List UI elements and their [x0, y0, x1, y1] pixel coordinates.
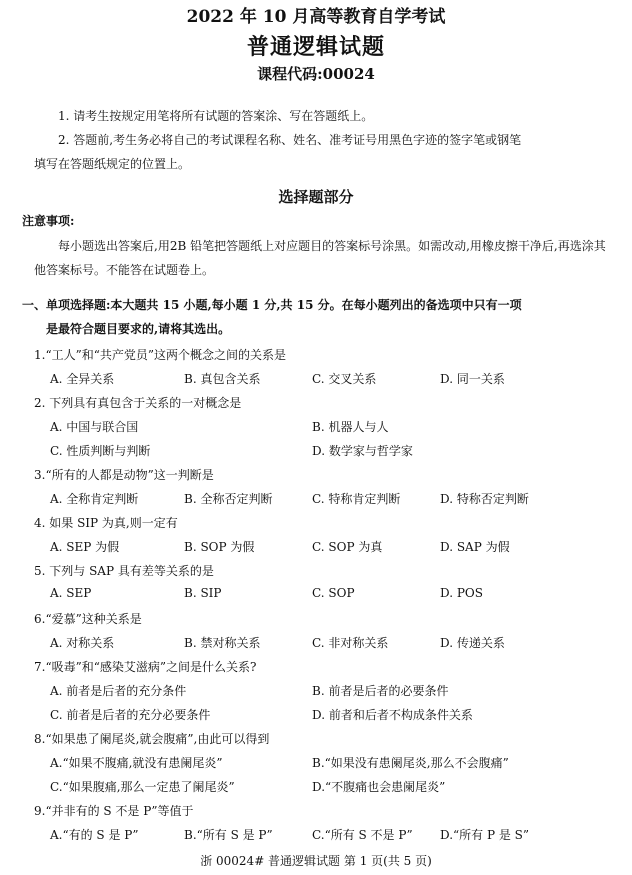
q5-option-c: C. SOP: [312, 586, 355, 600]
question-2: 2. 下列具有真包含于关系的一对概念是: [34, 396, 242, 410]
question-9: 9.“并非有的 S 不是 P”等值于: [34, 804, 194, 818]
q9-option-b: B.“所有 S 是 P”: [184, 828, 273, 842]
q8-option-b: B.“如果没有患阑尾炎,那么不会腹痛”: [312, 756, 509, 770]
q8-option-a: A.“如果不腹痛,就没有患阑尾炎”: [50, 756, 223, 770]
q9-option-c: C.“所有 S 不是 P”: [312, 828, 413, 842]
q5-option-d: D. POS: [440, 586, 483, 600]
q1-option-b: B. 真包含关系: [184, 372, 261, 386]
q6-option-d: D. 传递关系: [440, 636, 505, 650]
part-one-heading-cont: 是最符合题目要求的,请将其选出。: [46, 322, 231, 336]
q3-option-b: B. 全称否定判断: [184, 492, 273, 506]
subject-title: 普通逻辑试题: [246, 34, 385, 60]
q4-option-c: C. SOP 为真: [312, 540, 383, 554]
instruction-2: 2. 答题前,考生务必将自己的考试课程名称、姓名、准考证号用黑色字迹的签字笔或钢笔: [58, 133, 522, 147]
q7-option-d: D. 前者和后者不构成条件关系: [312, 708, 473, 722]
part-one-heading: 一、单项选择题:本大题共 15 小题,每小题 1 分,共 15 分。在每小题列出的备选项中只有一项: [22, 298, 522, 312]
question-3: 3.“所有的人都是动物”这一判断是: [34, 468, 214, 482]
q5-option-a: A. SEP: [50, 586, 92, 600]
q1-option-d: D. 同一关系: [440, 372, 505, 386]
instruction-2-cont: 填写在答题纸规定的位置上。: [34, 157, 191, 171]
question-6: 6.“爱慕”这种关系是: [34, 612, 142, 626]
q6-option-c: C. 非对称关系: [312, 636, 389, 650]
q1-option-a: A. 全异关系: [50, 372, 115, 386]
question-4: 4. 如果 SIP 为真,则一定有: [34, 516, 178, 530]
q6-option-a: A. 对称关系: [50, 636, 115, 650]
question-8: 8.“如果患了阑尾炎,就会腹痛”,由此可以得到: [34, 732, 270, 746]
exam-title: 2022 年 10 月高等教育自学考试: [186, 7, 446, 27]
q4-option-a: A. SEP 为假: [50, 540, 120, 554]
q7-option-c: C. 前者是后者的充分必要条件: [50, 708, 211, 722]
q2-option-b: B. 机器人与人: [312, 420, 389, 434]
q6-option-b: B. 禁对称关系: [184, 636, 261, 650]
q7-option-a: A. 前者是后者的充分条件: [50, 684, 187, 698]
q9-option-a: A.“有的 S 是 P”: [50, 828, 139, 842]
q8-option-c: C.“如果腹痛,那么一定患了阑尾炎”: [50, 780, 235, 794]
section-title: 选择题部分: [278, 188, 354, 206]
q5-option-b: B. SIP: [184, 586, 222, 600]
page-footer: 浙 00024# 普通逻辑试题 第 1 页(共 5 页): [200, 854, 432, 868]
question-5: 5. 下列与 SAP 具有差等关系的是: [34, 564, 214, 578]
q9-option-d: D.“所有 P 是 S”: [440, 828, 530, 842]
q4-option-b: B. SOP 为假: [184, 540, 255, 554]
q2-option-c: C. 性质判断与判断: [50, 444, 151, 458]
q3-option-c: C. 特称肯定判断: [312, 492, 401, 506]
question-1: 1.“工人”和“共产党员”这两个概念之间的关系是: [34, 348, 286, 362]
q3-option-a: A. 全称肯定判断: [50, 492, 139, 506]
question-7: 7.“吸毒”和“感染艾滋病”之间是什么关系?: [34, 660, 257, 674]
q2-option-d: D. 数学家与哲学家: [312, 444, 413, 458]
notes-heading: 注意事项:: [22, 214, 75, 228]
q2-option-a: A. 中国与联合国: [50, 420, 139, 434]
instruction-1: 1. 请考生按规定用笔将所有试题的答案涂、写在答题纸上。: [58, 109, 374, 123]
q4-option-d: D. SAP 为假: [440, 540, 510, 554]
q3-option-d: D. 特称否定判断: [440, 492, 529, 506]
q7-option-b: B. 前者是后者的必要条件: [312, 684, 449, 698]
q8-option-d: D.“不腹痛也会患阑尾炎”: [312, 780, 446, 794]
notes-text: 每小题选出答案后,用2B 铅笔把答题纸上对应题目的答案标号涂黑。如需改动,用橡皮擦干净后,再选涂其他答案标号。不能答在试题卷上。: [34, 239, 606, 277]
course-code: 课程代码:00024: [257, 65, 375, 83]
q1-option-c: C. 交叉关系: [312, 372, 377, 386]
